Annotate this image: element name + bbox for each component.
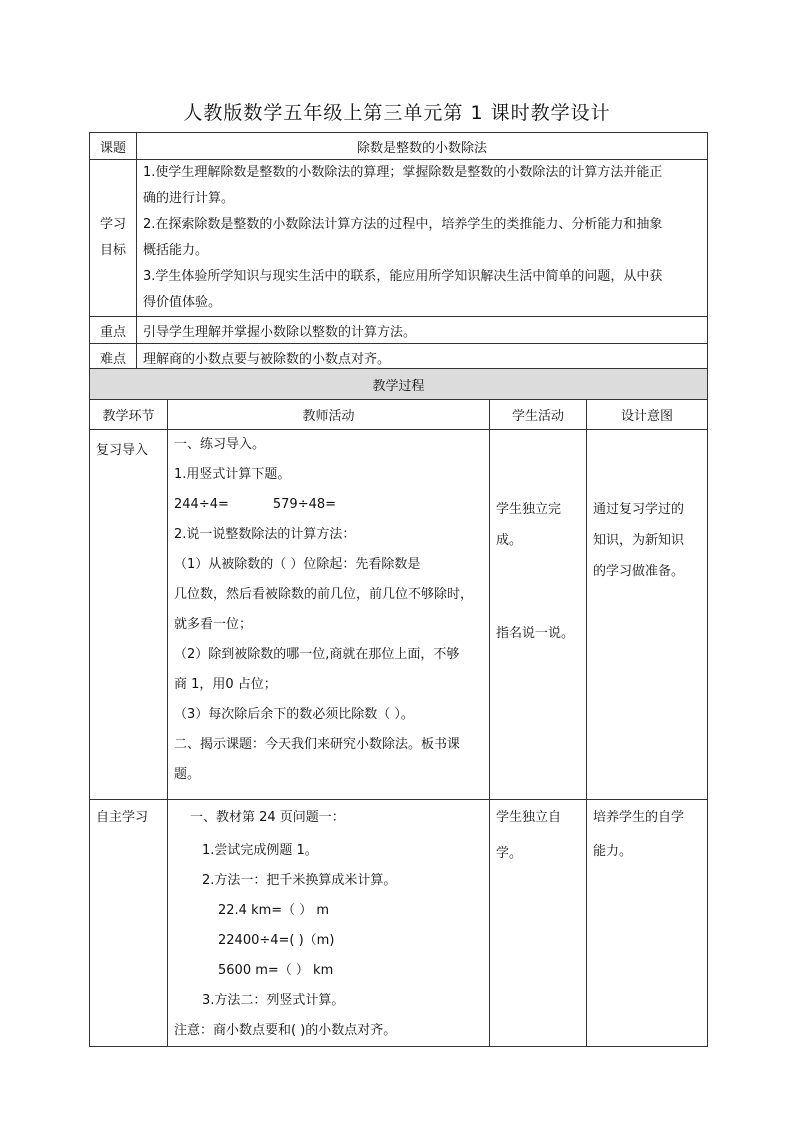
process-heading: 教学过程: [90, 369, 708, 400]
stage-self-study: 自主学习: [96, 810, 149, 825]
difficulty-row: [90, 344, 708, 371]
review-teacher-cell: [168, 430, 490, 800]
teacher-line: 22400÷4=( )（m): [218, 933, 335, 948]
review-intent-cell: [587, 430, 708, 800]
teacher-line: 二、揭示课题：今天我们来研究小数除法。板书课: [174, 737, 461, 752]
difficulty-value: 理解商的小数点要与被除数的小数点对齐。: [137, 344, 708, 371]
objectives-label-line-1: 学习: [99, 217, 126, 232]
teacher-line: 2.方法一：把千米换算成米计算。: [202, 873, 397, 888]
teacher-line: 几位数，然后看被除数的前几位，前几位不够除时，: [174, 587, 474, 602]
teacher-line: （1）从被除数的（ ）位除起：先看除数是: [174, 557, 421, 572]
objective-line: 确的进行计算。: [143, 191, 235, 206]
objective-line: 得价值体验。: [143, 295, 222, 310]
teacher-line: [168, 490, 489, 520]
self-study-intent-cell: [587, 800, 708, 1047]
column-header-student: 学生活动: [490, 400, 587, 430]
objectives-row: [90, 160, 708, 317]
review-row: [90, 430, 708, 800]
column-header-stage: 教学环节: [90, 400, 168, 430]
teacher-line: 就多看一位；: [174, 617, 253, 632]
intent-line: 培养学生的自学: [593, 810, 685, 825]
self-study-teacher-cell: [168, 800, 490, 1047]
intent-line: 能力。: [593, 844, 633, 859]
intent-line: 的学习做准备。: [593, 564, 685, 579]
objectives-label-line-2: 目标: [99, 243, 126, 258]
topic-label: 课题: [90, 133, 137, 160]
stage-review: 复习导入: [96, 443, 149, 458]
document-title: 人教版数学五年级上第三单元第 1 课时教学设计: [183, 102, 611, 124]
objective-line: 2.在探索除数是整数的小数除法计算方法的过程中，培养学生的类推能力、分析能力和抽象: [143, 217, 663, 232]
teacher-line: （2）除到被除数的哪一位,商就在那位上面，不够: [174, 647, 460, 662]
self-study-student-cell: [490, 800, 587, 1047]
teacher-line: 一、教材第 24 页问题一：: [190, 810, 345, 825]
teacher-line: 注意：商小数点要和( )的小数点对齐。: [174, 1023, 397, 1038]
key-point-row: [90, 317, 708, 344]
teacher-line: 商 1，用0 占位；: [174, 677, 277, 692]
topic-row: [90, 133, 708, 160]
teacher-line: 一、练习导入。: [174, 437, 266, 452]
teacher-line: 22.4 km=（ ） m: [218, 903, 330, 918]
key-point-label: 重点: [90, 317, 137, 344]
teacher-line: 3.方法二：列竖式计算。: [202, 993, 345, 1008]
teacher-line: 题。: [174, 767, 201, 782]
process-table: [89, 368, 708, 1047]
intent-line: 通过复习学过的: [593, 502, 685, 517]
objective-line: 1.使学生理解除数是整数的小数除法的算理；掌握除数是整数的小数除法的计算方法并能正: [143, 165, 663, 180]
topic-value: 除数是整数的小数除法: [137, 133, 708, 160]
expr-1: 244÷4=: [174, 497, 229, 512]
column-header-intent: 设计意图: [587, 400, 708, 430]
self-study-row: [90, 800, 708, 1047]
objective-line: 3.学生体验所学知识与现实生活中的联系，能应用所学知识解决生活中简单的问题，从中获: [143, 269, 663, 284]
student-line: 学生独立完成。: [496, 502, 562, 548]
column-header-teacher: 教师活动: [168, 400, 490, 430]
teacher-line: 5600 m=（ ） km: [218, 963, 334, 978]
column-header-row: [90, 400, 708, 430]
student-line: 指名说一说。: [496, 626, 575, 641]
teacher-line: 1.用竖式计算下题。: [174, 467, 291, 482]
process-heading-row: [90, 369, 708, 400]
teacher-line: 2.说一说整数除法的计算方法：: [174, 527, 356, 542]
review-student-cell: [490, 430, 587, 800]
student-line: 学生独立自学。: [496, 810, 562, 861]
teacher-line: （3）每次除后余下的数必须比除数（ ）。: [174, 707, 414, 722]
intent-line: 知识，为新知识: [593, 533, 685, 548]
objectives-label: [90, 160, 137, 317]
key-point-value: 引导学生理解并掌握小数除以整数的计算方法。: [137, 317, 708, 344]
info-table: [89, 132, 708, 371]
expr-2: 579÷48=: [272, 497, 337, 512]
teacher-line: 1.尝试完成例题 1。: [202, 843, 318, 858]
objective-line: 概括能力。: [143, 243, 209, 258]
objectives-cell: [137, 160, 708, 317]
difficulty-label: 难点: [90, 344, 137, 371]
